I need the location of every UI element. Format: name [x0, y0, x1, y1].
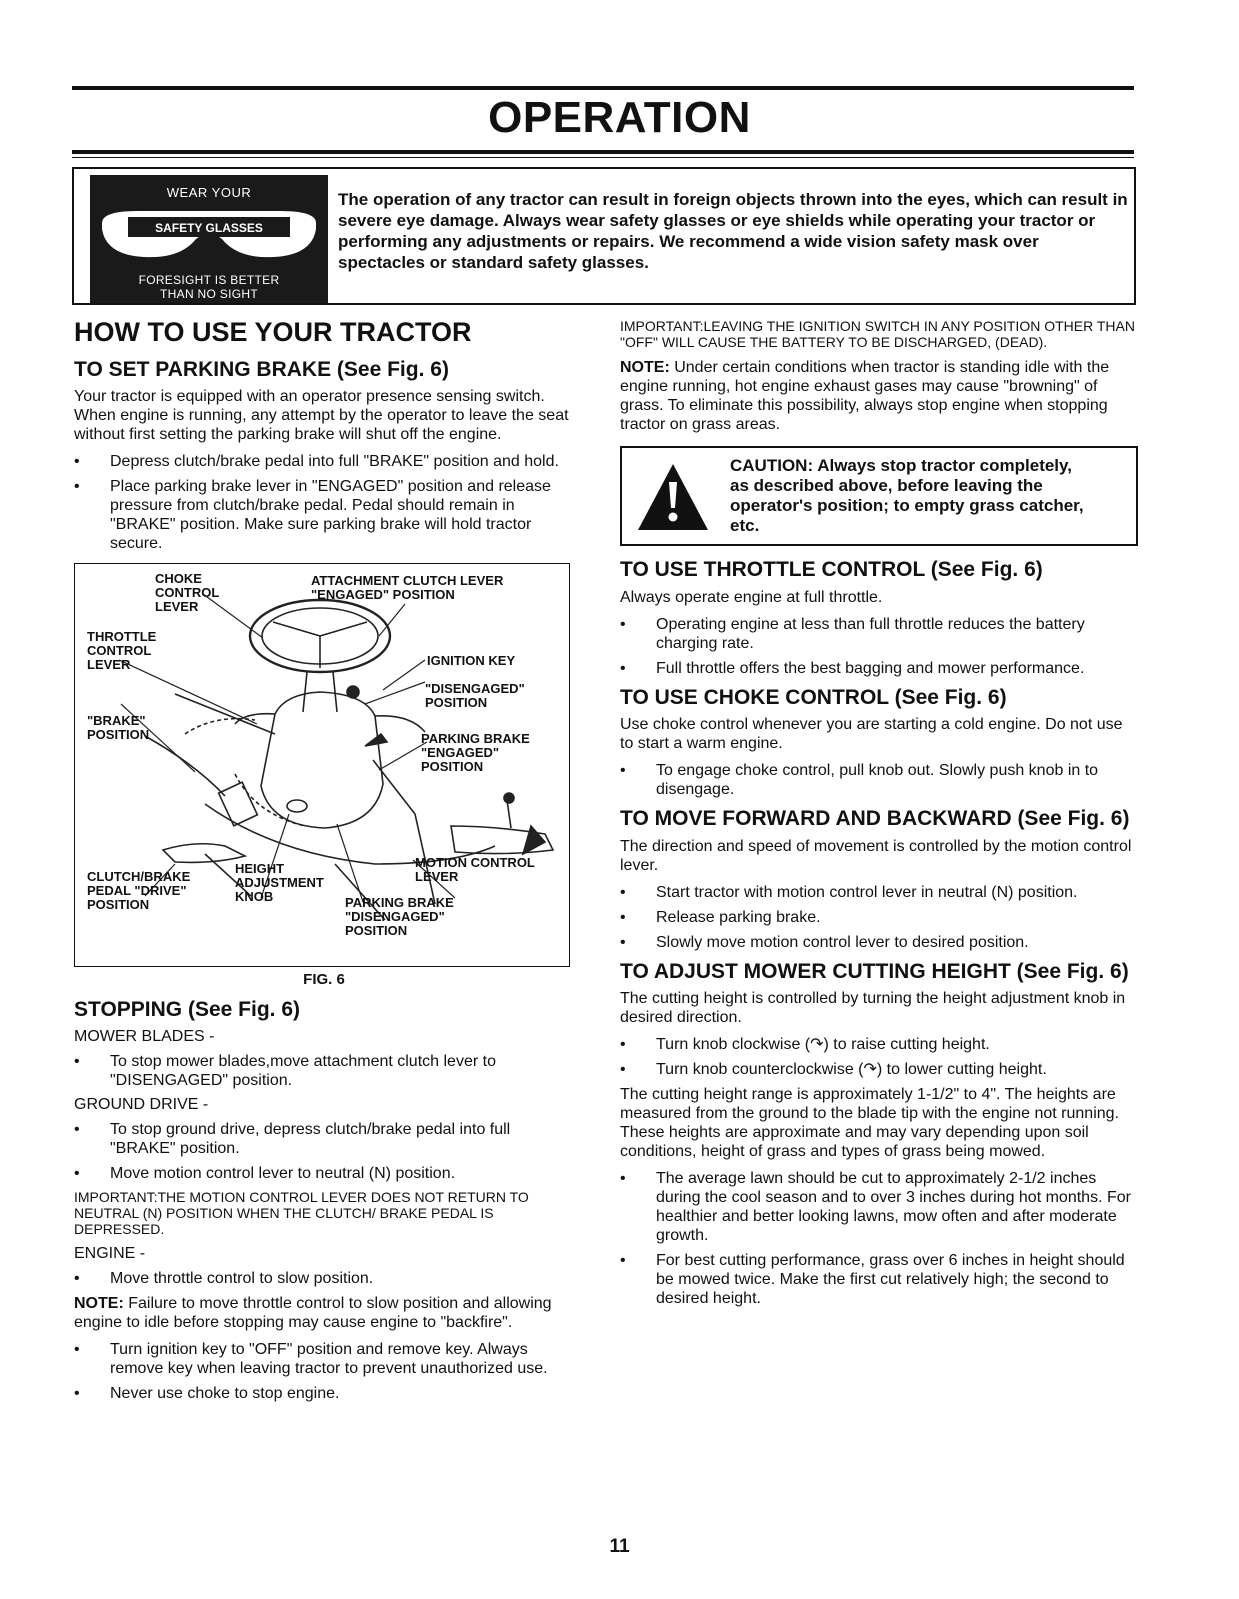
- choke-list: [620, 761, 1138, 799]
- cutting-height-heading: TO ADJUST MOWER CUTTING HEIGHT (See Fig. 6): [620, 959, 1129, 983]
- parking-brake-heading: TO SET PARKING BRAKE (See Fig. 6): [74, 357, 449, 381]
- list-item: • To stop mower blades,move attachment clutch lever to "DISENGAGED" position.: [74, 1052, 574, 1090]
- warning-icon: [636, 462, 710, 532]
- cutting-height-list: [620, 1035, 1138, 1079]
- browning-note: [620, 358, 1138, 434]
- engine-list: [74, 1269, 574, 1288]
- important-notice-ignition: IMPORTANT:LEAVING THE IGNITION SWITCH IN ANY POSITION OTHER THAN "OFF" WILL CAUSE THE BATTERY TO BE DISCHARGED, (DEAD).: [620, 318, 1135, 350]
- stopping-heading: STOPPING (See Fig. 6): [74, 998, 300, 1022]
- list-item: • Slowly move motion control lever to desired position.: [620, 933, 1138, 952]
- safety-glasses-badge: [90, 175, 328, 303]
- safety-glasses-icon: [98, 205, 320, 263]
- list-item: • Turn knob counterclockwise (↷) to lower cutting height.: [620, 1060, 1138, 1079]
- important-notice-motion: IMPORTANT:THE MOTION CONTROL LEVER DOES NOT RETURN TO NEUTRAL (N) POSITION WHEN THE CLUTCH/ BRAKE PEDAL IS DEPRESSED.: [74, 1188, 529, 1237]
- right-column: [620, 318, 1138, 1314]
- safety-warning-text: The operation of any tractor can result in foreign objects thrown into the eyes, which can result in severe eye damage. Always wear safety glasses or eye shields while operating your tractor or performing any adjustments or repairs. We recommend a wide vision safety mask over spectacles or standard safety glasses.: [338, 190, 1128, 272]
- page-title: OPERATION: [488, 93, 751, 142]
- caution-text: CAUTION: Always stop tractor completely, as described above, before leaving the operator's position; to empty grass catcher, etc.: [730, 456, 1084, 535]
- throttle-list: [620, 615, 1138, 678]
- backfire-note: [74, 1294, 574, 1332]
- list-item: • Turn knob clockwise (↷) to raise cutting height.: [620, 1035, 1138, 1054]
- cutting-height-range: The cutting height range is approximately 1-1/2" to 4". The heights are measured from the ground to the blade tip with the engine not running. These heights are approximate and may vary depending upon soil conditions, height of grass and types of grass being mowed.: [620, 1086, 1119, 1161]
- safety-banner: [72, 167, 1136, 305]
- parking-brake-intro: Your tractor is equipped with an operator presence sensing switch. When engine is running, any attempt by the operator to leave the seat without first setting the parking brake will shut off the engine.: [74, 388, 569, 444]
- attachment-clutch-label: ATTACHMENT CLUTCH LEVER "ENGAGED" POSITION: [311, 573, 504, 603]
- clutch-brake-pedal-label: CLUTCH/BRAKE PEDAL "DRIVE" POSITION: [87, 869, 191, 913]
- cutting-height-intro: The cutting height is controlled by turning the height adjustment knob in desired direction.: [620, 990, 1126, 1027]
- engine-final-list: [74, 1340, 574, 1403]
- list-item: • To stop ground drive, depress clutch/brake pedal into full "BRAKE" position.: [74, 1120, 574, 1158]
- list-item: • Release parking brake.: [620, 908, 1138, 927]
- throttle-control-label: THROTTLE CONTROL LEVER: [87, 629, 157, 673]
- brake-position-label: "BRAKE" POSITION: [87, 713, 150, 743]
- figure-caption: FIG. 6: [303, 971, 345, 989]
- badge-label-text: SAFETY GLASSES: [155, 221, 263, 235]
- ground-drive-label: GROUND DRIVE -: [74, 1095, 209, 1113]
- move-heading: TO MOVE FORWARD AND BACKWARD (See Fig. 6): [620, 807, 1130, 831]
- top-rule: [72, 86, 1134, 90]
- mower-blades-label: MOWER BLADES -: [74, 1027, 215, 1045]
- motion-control-lever-label: MOTION CONTROL LEVER: [415, 855, 535, 885]
- move-list: [620, 883, 1138, 952]
- badge-top-text: WEAR YOUR: [166, 185, 252, 200]
- ignition-key-label: IGNITION KEY: [427, 653, 516, 669]
- note-text: Under certain conditions when tractor is standing idle with the engine running, hot engine exhaust gases may cause "browning" of grass. To eliminate this possibility, always stop engine when stopping tractor on grass areas.: [620, 359, 1110, 433]
- list-item: • Never use choke to stop engine.: [74, 1384, 574, 1403]
- list-item: • Start tractor with motion control lever in neutral (N) position.: [620, 883, 1138, 902]
- list-item: • Place parking brake lever in "ENGAGED" position and release pressure from clutch/brake pedal. Pedal should remain in "BRAKE" position. Make sure parking brake will hold tractor secure.: [74, 477, 574, 553]
- list-item: • Move throttle control to slow position.: [74, 1269, 574, 1288]
- mower-blades-list: [74, 1052, 574, 1090]
- height-adjustment-knob-label: HEIGHT ADJUSTMENT KNOB: [235, 861, 324, 905]
- title-rule: [72, 150, 1134, 154]
- note-text: Failure to move throttle control to slow position and allowing engine to idle before stopping may cause engine to "backfire".: [74, 1294, 552, 1331]
- figure-6: [74, 563, 570, 967]
- choke-intro: Use choke control whenever you are starting a cold engine. Do not use to start a warm engine.: [620, 716, 1123, 753]
- choke-control-label: CHOKE CONTROL LEVER: [155, 571, 220, 615]
- list-item: • Depress clutch/brake pedal into full "BRAKE" position and hold.: [74, 452, 574, 471]
- throttle-heading: TO USE THROTTLE CONTROL (See Fig. 6): [620, 558, 1043, 581]
- list-item: • Move motion control lever to neutral (N) position.: [74, 1164, 574, 1183]
- parking-brake-list: [74, 452, 574, 553]
- title-rule-thin: [72, 157, 1134, 158]
- ground-drive-list: [74, 1120, 574, 1183]
- list-item: • To engage choke control, pull knob out. Slowly push knob in to disengage.: [620, 761, 1138, 799]
- parking-brake-disengaged-label: PARKING BRAKE "DISENGAGED" POSITION: [345, 895, 454, 939]
- move-intro: The direction and speed of movement is controlled by the motion control lever.: [620, 837, 1132, 874]
- badge-bottom-text-2: THAN NO SIGHT: [160, 287, 258, 301]
- section-title: HOW TO USE YOUR TRACTOR: [74, 317, 472, 347]
- note-label: NOTE:: [620, 359, 670, 376]
- note-label: NOTE:: [74, 1294, 124, 1312]
- list-item: • Turn ignition key to "OFF" position and remove key. Always remove key when leaving tractor to prevent unauthorized use.: [74, 1340, 574, 1378]
- badge-bottom-text-1: FORESIGHT IS BETTER: [138, 273, 280, 287]
- lawn-tips-list: [620, 1169, 1138, 1308]
- throttle-intro: Always operate engine at full throttle.: [620, 588, 883, 606]
- engine-label: ENGINE -: [74, 1244, 146, 1262]
- page-number: 11: [609, 1536, 630, 1557]
- list-item: • The average lawn should be cut to approximately 2-1/2 inches during the cool season and to over 3 inches during hot months. For healthier and better looking lawns, mow often and after moderate growth.: [620, 1169, 1138, 1245]
- parking-brake-engaged-label: PARKING BRAKE "ENGAGED" POSITION: [421, 731, 530, 775]
- left-column: [74, 318, 574, 1409]
- choke-heading: TO USE CHOKE CONTROL (See Fig. 6): [620, 685, 1007, 709]
- list-item: • Full throttle offers the best bagging and mower performance.: [620, 659, 1138, 678]
- disengaged-position-label: "DISENGAGED" POSITION: [425, 681, 525, 711]
- list-item: • Operating engine at less than full throttle reduces the battery charging rate.: [620, 615, 1138, 653]
- caution-box: [620, 446, 1138, 546]
- list-item: • For best cutting performance, grass over 6 inches in height should be mowed twice. Make the first cut relatively high; the second to desired height.: [620, 1251, 1138, 1308]
